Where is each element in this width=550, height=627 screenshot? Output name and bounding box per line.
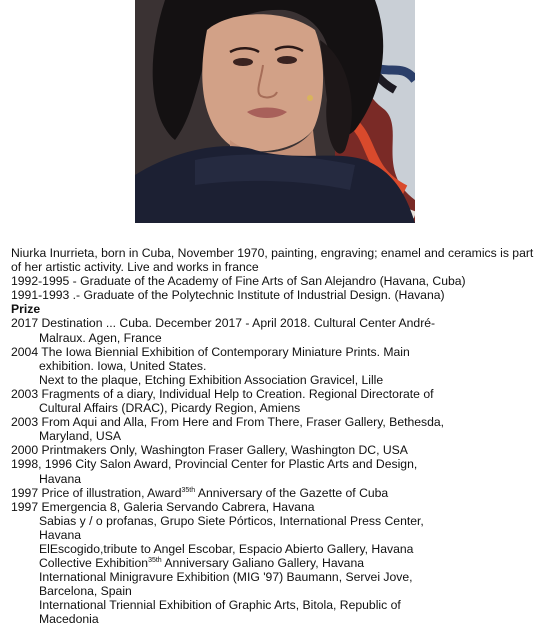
superscript: 35th bbox=[181, 486, 196, 494]
prize-entry bbox=[11, 443, 545, 457]
entry-line: Macedonia bbox=[39, 612, 99, 627]
prize-entry bbox=[11, 345, 545, 387]
entry-line: Collective Exhibition bbox=[39, 556, 149, 571]
entry-line: 1997 Emergencia 8, Galeria Servando Cabrera, Havana bbox=[11, 499, 315, 514]
superscript: 35th bbox=[148, 557, 162, 564]
entry-line: Next to the plaque, Etching Exhibition Association Gravicel, Lille bbox=[39, 372, 384, 387]
entry-subitem bbox=[11, 514, 545, 542]
prize-heading: Prize bbox=[11, 302, 41, 317]
entry-line: Anniversary of the Gazette of Cuba bbox=[195, 485, 389, 500]
prize-entry bbox=[11, 457, 545, 485]
artist-portrait bbox=[135, 0, 415, 223]
entry-line: exhibition. Iowa, United States. bbox=[39, 358, 207, 373]
entry-line: Havana bbox=[39, 471, 82, 486]
entry-line: 2000 Printmakers Only, Washington Fraser Gallery, Washington DC, USA bbox=[11, 443, 408, 458]
bio-intro: Niurka Inurrieta, born in Cuba, November 1970, painting, engraving; enamel and ceramics is part of her artistic activity. Live and works in france bbox=[11, 246, 534, 275]
entry-line: 2003 Fragments of a diary, Individual Help to Creation. Regional Directorate of bbox=[11, 386, 434, 401]
entry-line: Barcelona, Spain bbox=[39, 584, 132, 599]
prize-entry bbox=[11, 500, 545, 627]
entry-line: Havana bbox=[39, 527, 82, 542]
prize-entry bbox=[11, 486, 545, 500]
entry-line: 2004 The Iowa Biennial Exhibition of Contemporary Miniature Prints. Main bbox=[11, 344, 410, 359]
entry-line: Anniversary Galiano Gallery, Havana bbox=[161, 556, 365, 571]
entry-subitem bbox=[11, 556, 545, 570]
prize-entry bbox=[11, 415, 545, 443]
prize-entry bbox=[11, 316, 545, 344]
entry-subitem bbox=[11, 570, 545, 598]
education-item: 1992-1995 - Graduate of the Academy of Fine Arts of San Alejandro (Havana, Cuba) bbox=[11, 274, 466, 289]
entry-line: 2017 Destination ... Cuba. December 2017 - April 2018. Cultural Center André- bbox=[11, 316, 436, 331]
entry-line: 1997 Price of illustration, Award bbox=[11, 485, 182, 500]
entry-line: 2003 From Aqui and Alla, From Here and From There, Fraser Gallery, Bethesda, bbox=[11, 415, 445, 430]
entry-line: Cultural Affairs (DRAC), Picardy Region, Amiens bbox=[39, 401, 301, 416]
education-item: 1991-1993 .- Graduate of the Polytechnic Institute of Industrial Design. (Havana) bbox=[11, 288, 445, 303]
entry-line: Malraux. Agen, France bbox=[39, 330, 162, 345]
entry-line: Sabias y / o profanas, Grupo Siete Pórticos, International Press Center, bbox=[39, 513, 424, 528]
entry-subitem bbox=[11, 598, 545, 626]
artist-biography bbox=[11, 246, 545, 627]
prize-entry bbox=[11, 387, 545, 415]
entry-line: International Minigravure Exhibition (MIG '97) Baumann, Servei Jove, bbox=[39, 570, 413, 585]
entry-line: International Triennial Exhibition of Graphic Arts, Bitola, Republic of bbox=[39, 598, 401, 613]
portrait-image bbox=[135, 0, 415, 223]
entry-subitem: ElEscogido,tribute to Angel Escobar, Espacio Abierto Gallery, Havana bbox=[39, 541, 414, 556]
entry-line: Maryland, USA bbox=[39, 429, 121, 444]
entry-line: 1998, 1996 City Salon Award, Provincial Center for Plastic Arts and Design, bbox=[11, 457, 418, 472]
